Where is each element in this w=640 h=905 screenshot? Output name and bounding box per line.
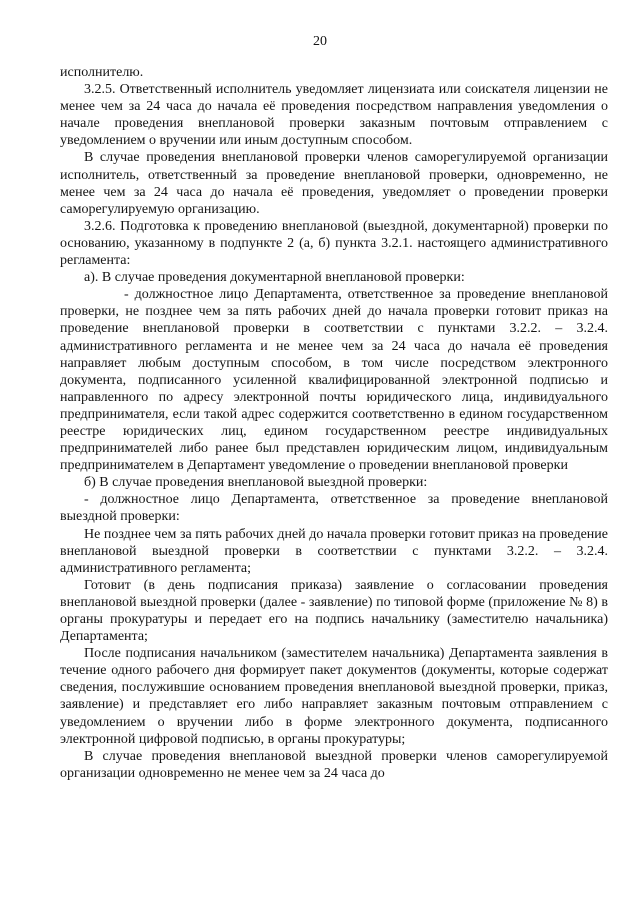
paragraph: Готовит (в день подписания приказа) заявление о согласовании проведения внеплановой выездной проверки (далее - заявление) по типовой форме (приложение № 8) в органы прокуратуры и передает его на подпись начальнику (заместителю начальника) Департамента; (60, 577, 608, 645)
paragraph: 3.2.5. Ответственный исполнитель уведомляет лицензиата или соискателя лицензии не менее чем за 24 часа до начала её проведения посредством направления уведомления о начале проведения внеплановой проверки заказным почтовым отправлением с уведомлением о вручении или иным доступным способом. (60, 82, 608, 149)
paragraph: а). В случае проведения документарной внеплановой проверки: (84, 270, 465, 286)
paragraph: Не позднее чем за пять рабочих дней до начала проверки готовит приказ на проведение внеплановой выездной проверки в соответствии с пунктами 3.2.2. – 3.2.4. административного регламента; (60, 526, 608, 576)
paragraph: 3.2.6. Подготовка к проведению внеплановой (выездной, документарной) проверки по основанию, указанному в подпункте 2 (а, б) пункта 3.2.1. настоящего административного регламента: (60, 218, 608, 269)
paragraph: В случае проведения внеплановой проверки членов саморегулируемой организации исполнитель, ответственный за проведение внеплановой проверки, одновременно, не менее чем за 24 часа до начала её проведения, уведомляет о проведении проверки саморегулируемую организацию. (60, 150, 608, 217)
paragraph: После подписания начальником (заместителем начальника) Департамента заявления в течение одного рабочего дня формирует пакет документов (документы, которые содержат сведения, послужившие основанием проведения внеплановой выездной проверки, приказ, заявление) и представляет его либо направляет заказным почтовым отправлением с уведомлением о вручении либо в форме электронного документа, подписанного электронной цифровой подписью, в органы прокуратуры; (60, 646, 608, 747)
paragraph: В случае проведения внеплановой выездной проверки членов саморегулируемой организации одновременно не менее чем за 24 часа до (60, 748, 608, 781)
paragraph: - должностное лицо Департамента, ответственное за проведение внеплановой проверки, не позднее чем за пять рабочих дней до начала проверки готовит приказ на проведение внеплановой проверки в соответствии с пунктами 3.2.2. – 3.2.4. административного регламента и не менее чем за 24 часа до начала её проведения направляет любым доступным способом, в том числе посредством электронного документа, подписанного усиленной квалифицированной электронной подписью и направленного по адресу электронной почты юридического лица, индивидуального предпринимателя, если такой адрес содержится соответственно в едином государственном реестре юридических лиц, едином государственном реестре индивидуальных предпринимателей либо ранее был представлен юридическим лицом, индивидуальным предпринимателем в Департамент уведомление о проведении внеплановой проверки (60, 287, 608, 474)
document-body (60, 64, 608, 782)
paragraph: - должностное лицо Департамента, ответственное за проведение внеплановой выездной проверки: (60, 492, 608, 525)
page-number: 20 (313, 34, 327, 49)
paragraph: исполнителю. (60, 65, 144, 80)
paragraph: б) В случае проведения внеплановой выездной проверки: (84, 475, 428, 491)
